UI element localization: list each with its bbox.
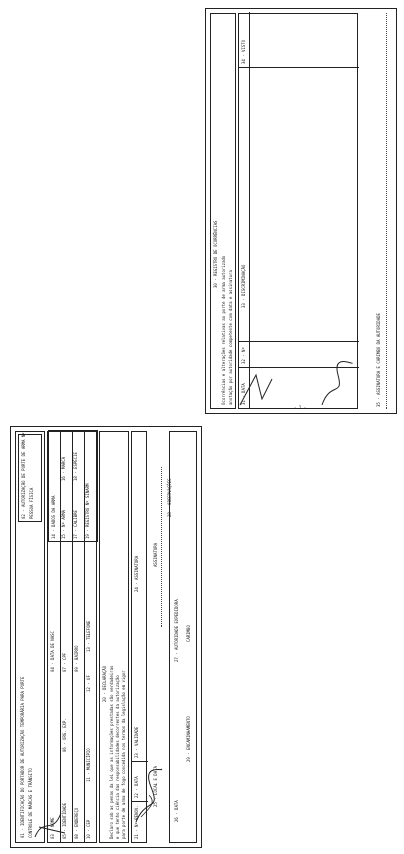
declaration-line1: Declaro sob as penas da lei que as informações prestadas são verdadeiras <box>109 665 114 839</box>
identification-block <box>47 431 97 843</box>
field-ident: 05 - IDENTIDADE <box>62 802 67 839</box>
col-visto: 34 - VISTO <box>241 39 246 64</box>
ocorrencias-title: 30 - REGISTRO DE OCORRÊNCIAS <box>213 220 218 288</box>
field-uf: 12 - UF <box>86 675 91 692</box>
assinatura-label: ASSINATURA <box>153 542 158 567</box>
declaration-line2: e que tenho ciência das responsabilidades decorrentes da autorização <box>115 675 120 839</box>
carimbo-label: CARIMBO <box>186 625 191 642</box>
field-bairro: 09 - BAIRRO <box>74 645 79 672</box>
left-header-line2: CONTROLE DE MARCAS E TRÂNSITO <box>28 768 33 838</box>
field-telefone: 13 - TELEFONE <box>86 620 91 652</box>
arma-calibre: 17 - CALIBRE <box>73 510 78 539</box>
col-discriminacao: 33 - DISCRIMINAÇÃO <box>241 264 246 308</box>
left-header <box>15 431 45 843</box>
arma-box <box>48 430 98 542</box>
renewal-col3: 23 - VALIDADE <box>134 726 139 758</box>
page-marker: - 2 - <box>294 405 307 410</box>
renewal-col1: 21 - Nº RENOV. <box>134 805 139 839</box>
declaration-block <box>99 431 129 843</box>
ocorrencias-table <box>238 13 358 409</box>
ocorrencias-header <box>210 13 236 409</box>
left-header-line1: 01 - IDENTIFICAÇÃO DO PORTADOR DE AUTORIZAÇÃO TEMPORÁRIA PARA PORTE <box>20 676 25 838</box>
signature-scribble-4 <box>236 369 276 409</box>
field-cep: 10 - CEP <box>86 819 91 839</box>
porte-number-label: 02 - AUTORIZAÇÃO DE PORTE DE ARMA Nº <box>21 432 26 519</box>
porte-number-box <box>18 434 42 522</box>
right-footer: 35 - ASSINATURA E CARIMBO DA AUTORIDADE <box>376 313 381 407</box>
porte-number-sub: PESSOA FÍSICA <box>29 487 34 519</box>
ocorrencias-line1: Ocorrências e alterações relativas ao porte de arma autorizado <box>221 255 226 405</box>
signature-scribble-1 <box>131 767 171 827</box>
left-form-page <box>10 426 202 848</box>
obs-label: 28 - OBSERVAÇÕES <box>167 478 172 517</box>
arma-numero: 15 - Nº ARMA <box>61 510 66 539</box>
renewal-col4: 24 - ASSINATURA <box>134 555 139 592</box>
field-nome: 03 - NOME <box>50 817 55 839</box>
declaration-title: 20 - DECLARAÇÃO <box>102 665 107 702</box>
field-data-nasc: 04 - DATA DE NASC <box>50 631 55 672</box>
arma-title: 14 - DADOS DA ARMA <box>51 495 56 539</box>
field-cpf: 07 - CPF <box>62 652 67 672</box>
field-municipio: 11 - MUNICÍPIO <box>86 748 91 782</box>
arma-registro: 19 - REGISTRO Nº SINARM <box>85 483 90 539</box>
signature-scribble-2 <box>31 807 71 843</box>
signature-scribble-3 <box>316 361 360 409</box>
encaminhamento-label: 29 - ENCAMINHAMENTO <box>186 716 191 762</box>
field-endereco: 08 - ENDEREÇO <box>74 807 79 839</box>
arma-marca: 16 - MARCA <box>61 456 66 481</box>
bottom-block <box>169 431 197 843</box>
col-data: 31 - DATA <box>241 383 246 405</box>
local-data-label: 25 - LOCAL E DATA <box>153 766 158 807</box>
arma-especie: 18 - ESPÉCIE <box>73 452 78 481</box>
declaration-line3: para porte de arma de fogo concedida nos termos da legislação em vigor <box>121 670 126 839</box>
ocorrencias-line2: anotação por autoridade competente com data e assinatura <box>228 270 233 405</box>
col-numero: 32 - Nº <box>241 347 246 364</box>
renewal-col2: 22 - DATA <box>134 776 139 798</box>
autoridade-label: 27 - AUTORIDADE EXPEDIDORA <box>174 599 179 662</box>
right-form-page <box>205 8 397 414</box>
data-label: 26 - DATA <box>174 800 179 822</box>
field-orgao: 06 - ORG. EXP. <box>62 718 67 752</box>
